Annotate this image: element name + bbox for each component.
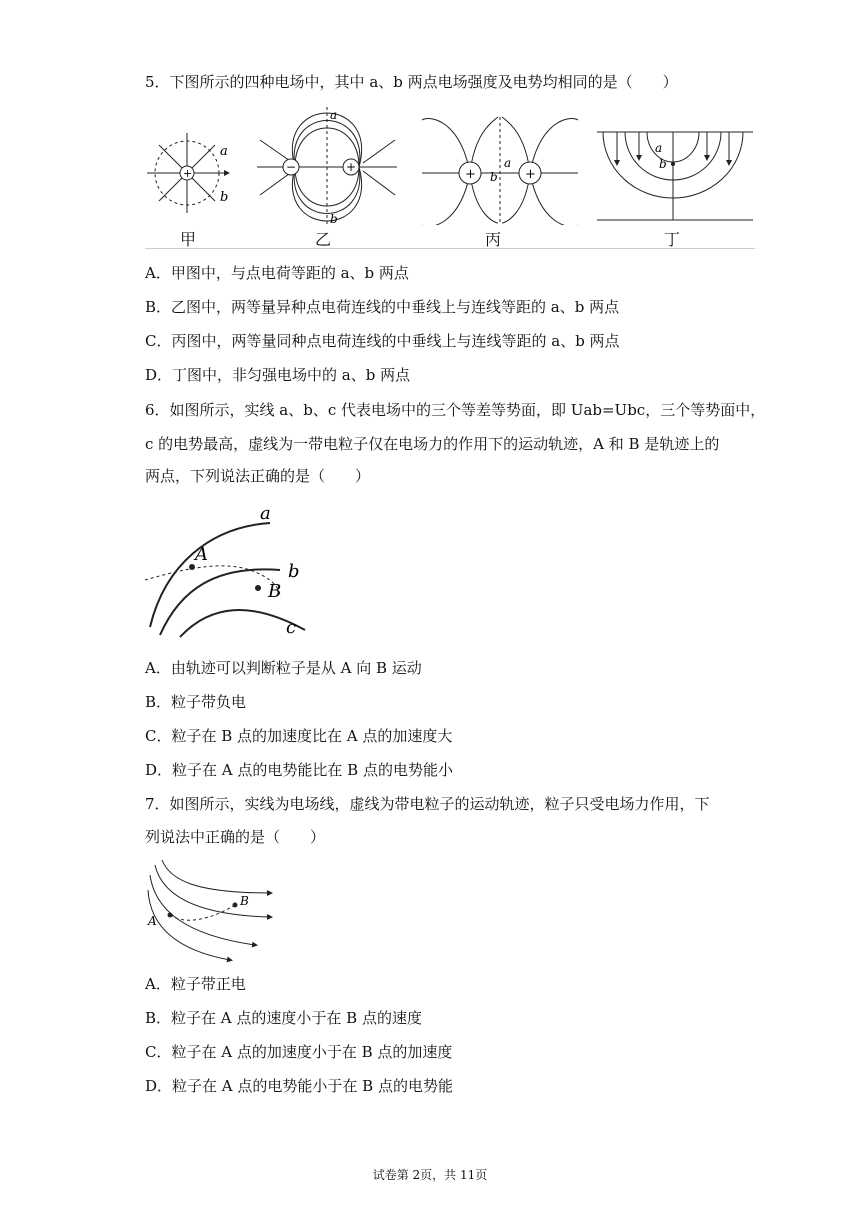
q5-stem: 5．下图所示的四种电场中，其中 a、b 两点电场强度及电势均相同的是（ ） (145, 73, 678, 91)
q7-stem-line-1: 7．如图所示，实线为电场线，虚线为带电粒子的运动轨迹，粒子只受电场力作用，下 (145, 795, 710, 813)
label-a: a (504, 156, 512, 170)
plus-label: + (346, 160, 357, 174)
q6-option-d: D．粒子在 A 点的电势能比在 B 点的电势能小 (145, 761, 453, 779)
figure-divider (145, 248, 755, 249)
caption-ding: 丁 (664, 230, 681, 249)
q7-option-a: A．粒子带正电 (145, 975, 246, 993)
caption-yi: 乙 (315, 230, 332, 249)
q6-stem-line-2: c 的电势最高，虚线为一带电粒子仅在电场力的作用下的运动轨迹，A 和 B 是轨迹上的 (145, 435, 720, 453)
plus-label: + (465, 167, 476, 182)
label-b: b (330, 212, 338, 226)
q7-option-d: D．粒子在 A 点的电势能小于在 B 点的电势能 (145, 1077, 453, 1095)
q6-stem-line-3: 两点，下列说法正确的是（ ） (145, 467, 371, 485)
label-A: A (195, 544, 208, 565)
q6-option-c: C．粒子在 B 点的加速度比在 A 点的加速度大 (145, 727, 453, 745)
q5-figure-ding (597, 128, 757, 232)
label-a: a (330, 108, 338, 122)
label-b: b (220, 190, 229, 205)
q6-option-a: A．由轨迹可以判断粒子是从 A 向 B 运动 (145, 659, 422, 677)
q5-option-b: B．乙图中，两等量异种点电荷连线的中垂线上与连线等距的 a、b 两点 (145, 298, 620, 316)
q7-figure (140, 855, 280, 969)
label-b: b (288, 561, 300, 582)
q5-figure-bing (420, 115, 580, 229)
plus-label: + (525, 167, 536, 182)
page-footer: 试卷第 2页，共 11页 (372, 1168, 488, 1182)
q5-option-a: A．甲图中，与点电荷等距的 a、b 两点 (145, 264, 409, 282)
label-A: A (148, 914, 157, 928)
q7-option-b: B．粒子在 A 点的速度小于在 B 点的速度 (145, 1009, 422, 1027)
q5-option-d: D．丁图中，非匀强电场中的 a、b 两点 (145, 366, 411, 384)
caption-bing: 丙 (485, 230, 502, 249)
plus-label: + (183, 167, 193, 180)
label-c: c (286, 617, 297, 638)
label-a: a (220, 144, 228, 159)
q5-figure-jia (145, 105, 235, 219)
label-B: B (268, 581, 282, 602)
label-b: b (490, 170, 498, 184)
label-a: a (260, 505, 271, 524)
label-a: a (655, 141, 663, 155)
q7-stem-line-2: 列说法中正确的是（ ） (145, 828, 326, 846)
minus-label: − (286, 160, 297, 174)
label-b: b (659, 157, 667, 171)
q5-figure-yi (255, 105, 400, 234)
q6-option-b: B．粒子带负电 (145, 693, 247, 711)
q7-option-c: C．粒子在 A 点的加速度小于在 B 点的加速度 (145, 1043, 453, 1061)
label-B: B (240, 894, 249, 908)
q6-figure (140, 505, 320, 644)
caption-jia: 甲 (180, 230, 197, 249)
q5-option-c: C．丙图中，两等量同种点电荷连线的中垂线上与连线等距的 a、b 两点 (145, 332, 620, 350)
q6-stem-line-1: 6．如图所示，实线 a、b、c 代表电场中的三个等差等势面，即 Uab=Ubc，三个等势面中， (145, 401, 766, 419)
